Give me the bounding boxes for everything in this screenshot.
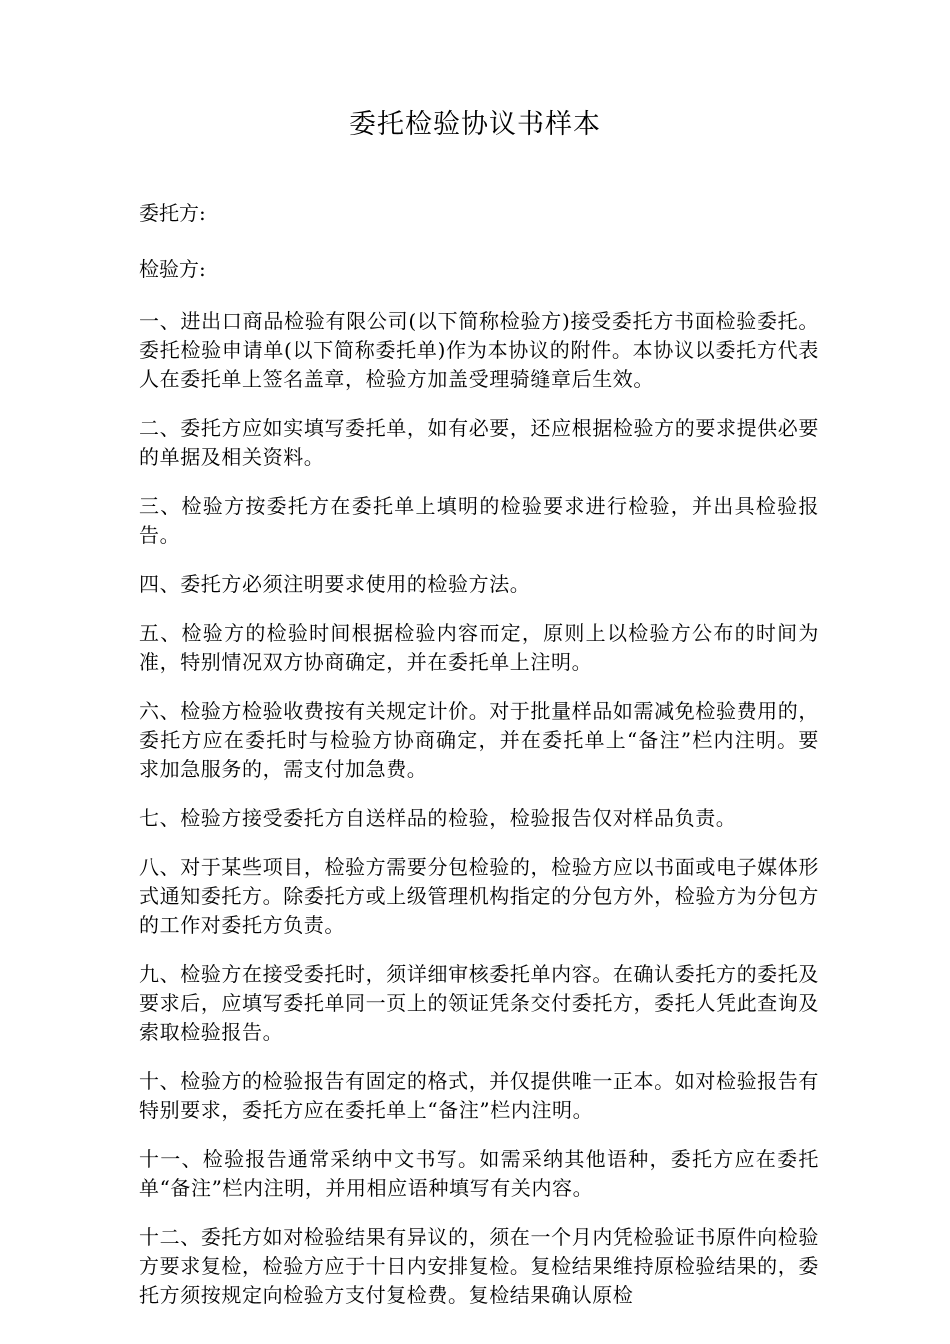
clause-8: 八、对于某些项目，检验方需要分包检验的，检验方应以书面或电子媒体形式通知委托方。除委托方或上级管理机构指定的分包方外，检验方为分包方的工作对委托方负责。	[139, 855, 819, 937]
clause-1: 一、进出口商品检验有限公司(以下简称检验方)接受委托方书面检验委托。委托检验申请单(以下简称委托单)作为本协议的附件。本协议以委托方代表人在委托单上签名盖章，检验方加盖受理骑缝章后生效。	[139, 309, 819, 391]
clause-2: 二、委托方应如实填写委托单，如有必要，还应根据检验方的要求提供必要的单据及相关资料。	[139, 416, 819, 469]
clause-11: 十一、检验报告通常采纳中文书写。如需采纳其他语种，委托方应在委托单“备注”栏内注明，并用相应语种填写有关内容。	[139, 1147, 819, 1200]
clause-4: 四、委托方必须注明要求使用的检验方法。	[139, 572, 531, 596]
clause-10: 十、检验方的检验报告有固定的格式，并仅提供唯一正本。如对检验报告有特别要求，委托方应在委托单上“备注”栏内注明。	[139, 1069, 819, 1122]
document-title: 委托检验协议书样本	[349, 109, 601, 140]
clause-7: 七、检验方接受委托方自送样品的检验，检验报告仅对样品负责。	[139, 806, 737, 830]
client-field-label: 委托方:	[139, 201, 206, 225]
document-body	[139, 195, 819, 1330]
clause-9: 九、检验方在接受委托时，须详细审核委托单内容。在确认委托方的委托及要求后，应填写委托单同一页上的领证凭条交付委托方，委托人凭此查询及索取检验报告。	[139, 962, 819, 1044]
clause-6: 六、检验方检验收费按有关规定计价。对于批量样品如需减免检验费用的，委托方应在委托时与检验方协商确定，并在委托单上“备注”栏内注明。要求加急服务的，需支付加急费。	[139, 699, 819, 781]
clause-5: 五、检验方的检验时间根据检验内容而定，原则上以检验方公布的时间为准，特别情况双方协商确定，并在委托单上注明。	[139, 621, 819, 674]
clause-12: 十二、委托方如对检验结果有异议的，须在一个月内凭检验证书原件向检验方要求复检，检验方应于十日内安排复检。复检结果维持原检验结果的，委托方须按规定向检验方支付复检费。复检结果确认原检	[139, 1225, 819, 1307]
inspector-field-label: 检验方:	[139, 257, 206, 281]
clause-3: 三、检验方按委托方在委托单上填明的检验要求进行检验，并出具检验报告。	[139, 494, 819, 547]
